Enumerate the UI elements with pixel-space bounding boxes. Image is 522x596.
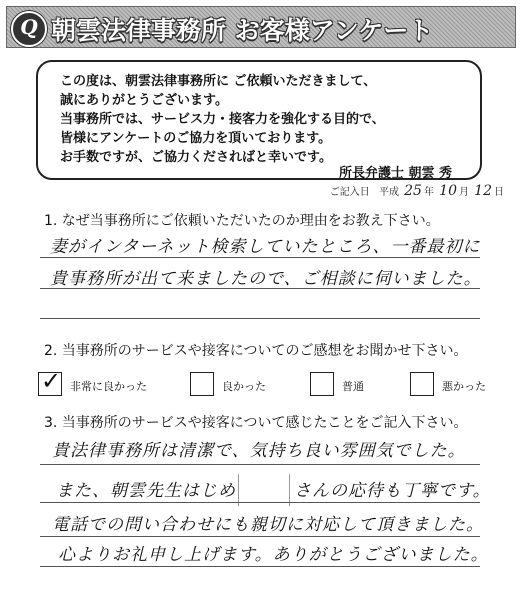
greeting-line: 当事務所では、サービス力・接客力を強化する目的で、 <box>60 112 385 127</box>
question-2: 2. 当事務所のサービスや接客についてのご感想をお聞かせ下さい。 <box>44 343 468 359</box>
answer-rule <box>40 566 480 567</box>
answer-3-line: また、朝雲先生はじめ <box>56 481 236 501</box>
answer-1-line: 貴事務所が出て来ましたので、ご相談に伺いました。 <box>50 269 482 289</box>
option-neutral[interactable] <box>310 372 390 398</box>
option-bad[interactable] <box>410 372 510 398</box>
date-year: 25 <box>404 183 422 199</box>
greeting-line: この度は、朝雲法律事務所に ご依頼いただきまして、 <box>60 74 377 89</box>
answer-3-line: 心よりお礼申し上げます。ありがとうございました。 <box>58 545 489 565</box>
date-month-unit: 月 <box>458 187 469 198</box>
q-badge <box>11 11 47 47</box>
greeting-line: お手数ですが、ご協力くださればと幸いです。 <box>60 150 332 165</box>
date-month: 10 <box>439 183 457 199</box>
q-badge-letter: Q <box>20 15 38 39</box>
answer-rule <box>40 257 480 258</box>
option-neutral-checkbox[interactable] <box>310 372 334 396</box>
answer-rule <box>40 502 480 503</box>
answer-rule <box>40 536 480 537</box>
greeting-line: 誠にありがとうございます。 <box>60 93 228 108</box>
option-very-good-label: 非常に良かった <box>70 380 147 393</box>
option-good-label: 良かった <box>222 380 266 393</box>
date-day-unit: 日 <box>494 187 504 198</box>
answer-3-line: 貴法律事務所は清潔で、気持ち良い雰囲気でした。 <box>52 441 466 461</box>
survey-header-banner <box>6 6 516 48</box>
date-year-unit: 年 <box>423 187 434 198</box>
answer-rule <box>40 318 480 319</box>
date-era: 平成 <box>378 187 399 198</box>
option-bad-label: 悪かった <box>442 380 486 393</box>
answer-1-line: 妻がインターネット検索していたところ、一番最初に <box>50 237 481 257</box>
answer-rule <box>40 464 480 465</box>
option-good-checkbox[interactable] <box>190 372 214 396</box>
answer-3-line: さんの応待も丁寧です。 <box>294 481 491 501</box>
answer-3-line: 電話での問い合わせにも親切に対応して頂きました。 <box>52 515 484 535</box>
date-label: ご記入日 <box>329 187 370 198</box>
option-very-good[interactable] <box>38 367 178 398</box>
greeting-line: 皆様にアンケートのご協力を頂いております。 <box>60 131 332 146</box>
date-day: 12 <box>474 183 492 199</box>
option-neutral-label: 普通 <box>342 380 364 393</box>
option-good[interactable] <box>190 372 290 398</box>
survey-title: 朝雲法律事務所 お客様アンケート <box>51 16 434 45</box>
question-1: 1. なぜ当事務所にご依頼いただいたのか理由をお教え下さい。 <box>44 213 440 229</box>
answer-rule <box>40 288 480 289</box>
question-3: 3. 当事務所のサービスや接客について感じたことをご記入下さい。 <box>44 415 468 431</box>
check-icon: ✓ <box>41 367 62 395</box>
option-bad-checkbox[interactable] <box>410 372 434 396</box>
greeting-box <box>36 60 482 180</box>
director-signature: 所長弁護士 朝雲 秀 <box>338 166 452 181</box>
entry-date <box>330 183 504 199</box>
option-very-good-checkbox[interactable] <box>38 367 62 396</box>
